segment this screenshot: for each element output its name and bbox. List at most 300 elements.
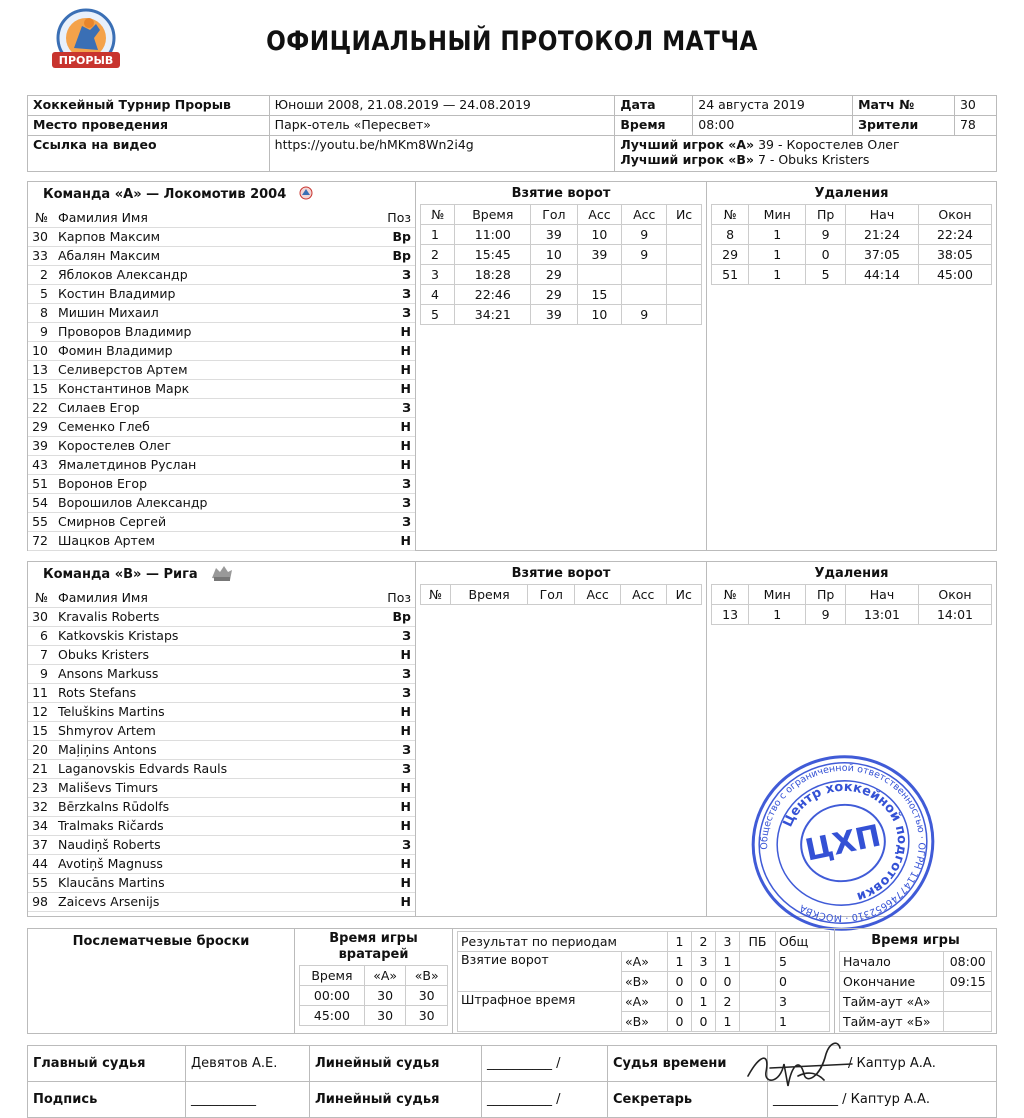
player-name: Rots Stefans [54, 683, 379, 702]
penalty-pr: 9 [806, 605, 846, 625]
player-number: 15 [28, 721, 54, 740]
goal-a1: 15 [577, 285, 622, 305]
player-number: 39 [28, 436, 54, 455]
player-position: З [379, 284, 415, 303]
player-number: 51 [28, 474, 54, 493]
team-a-title [28, 182, 415, 208]
table-row [28, 664, 415, 683]
periods-htot: Общ [776, 932, 830, 952]
best-b-value: 7 - Obuks Kristers [757, 152, 870, 167]
penalty-min: 1 [749, 265, 806, 285]
goalie-r2-b: 30 [406, 1006, 448, 1026]
p-col-num: № [712, 205, 749, 225]
periods-goals-a-total: 5 [776, 952, 830, 972]
periods-pen-a-2: 1 [692, 992, 716, 1012]
player-position: З [379, 512, 415, 531]
bottom-summary-panel [27, 928, 997, 1034]
gb-col-num: № [421, 585, 451, 605]
penalty-end: 14:01 [918, 605, 991, 625]
player-position: Н [379, 797, 415, 816]
stamp-center-text: ЦХП [802, 818, 884, 869]
periods-title: Результат по периодам [458, 932, 668, 952]
spectators-label: Зрители [853, 116, 955, 136]
player-position: Н [379, 455, 415, 474]
goal-number: 1 [421, 225, 455, 245]
goal-is [667, 305, 702, 325]
table-row [28, 816, 415, 835]
player-number: 21 [28, 759, 54, 778]
player-number: 98 [28, 892, 54, 911]
penalty-pr: 5 [806, 265, 846, 285]
goalie-r1-b: 30 [406, 986, 448, 1006]
p-col-start: Нач [846, 205, 919, 225]
goal-a2: 9 [622, 225, 667, 245]
periods-pen-a-pb [740, 992, 776, 1012]
goal-is [667, 245, 702, 265]
linesman2-value: __________ / [482, 1082, 608, 1118]
tournament-logo [44, 8, 128, 76]
periods-goals-b-pb [740, 972, 776, 992]
game-start-label: Начало [840, 952, 944, 972]
player-name: Шацков Артем [54, 531, 379, 550]
tournament-label: Хоккейный Турнир Прорыв [28, 96, 270, 116]
goal-goal: 29 [531, 265, 577, 285]
player-name: Mališevs Timurs [54, 778, 379, 797]
goal-a2: 9 [622, 305, 667, 325]
table-row [28, 835, 415, 854]
goalie-h-a: «А» [364, 966, 406, 986]
table-row [28, 265, 415, 284]
match-info-table [27, 95, 997, 172]
player-number: 29 [28, 417, 54, 436]
timeout-a-value [944, 992, 992, 1012]
player-number: 55 [28, 873, 54, 892]
organization-stamp [748, 753, 938, 933]
goal-a1: 10 [577, 225, 622, 245]
player-name: Obuks Kristers [54, 645, 379, 664]
gb-col-is: Ис [666, 585, 702, 605]
player-number: 43 [28, 455, 54, 474]
team-a-roster-table [28, 208, 415, 551]
player-position: Вр [379, 246, 415, 265]
player-number: 9 [28, 322, 54, 341]
player-name: Семенко Глеб [54, 417, 379, 436]
table-row [421, 285, 702, 305]
table-row [712, 265, 992, 285]
periods-pen-a-total: 3 [776, 992, 830, 1012]
player-name: Проворов Владимир [54, 322, 379, 341]
table-row [28, 493, 415, 512]
table-row [28, 455, 415, 474]
best-players [615, 136, 997, 172]
linesman1-value: __________ / [482, 1046, 608, 1082]
table-row [28, 740, 415, 759]
team-a-penalties-section [707, 182, 996, 550]
goal-is [667, 225, 702, 245]
penalty-start: 21:24 [846, 225, 919, 245]
goalie-r1-time: 00:00 [300, 986, 365, 1006]
periods-pen-b-label: «В» [622, 1012, 668, 1032]
game-start-value: 08:00 [944, 952, 992, 972]
player-position: Н [379, 645, 415, 664]
table-row [28, 797, 415, 816]
periods-goals-a-1: 1 [668, 952, 692, 972]
timekeeper-label: Судья времени [608, 1046, 768, 1082]
table-row [712, 605, 992, 625]
goal-a1: 39 [577, 245, 622, 265]
penalty-start: 37:05 [846, 245, 919, 265]
table-row [28, 341, 415, 360]
player-number: 20 [28, 740, 54, 759]
table-row [421, 225, 702, 245]
player-number: 32 [28, 797, 54, 816]
player-position: Н [379, 379, 415, 398]
table-row [28, 474, 415, 493]
player-number: 37 [28, 835, 54, 854]
player-name: Абалян Максим [54, 246, 379, 265]
periods-h1: 1 [668, 932, 692, 952]
player-number: 34 [28, 816, 54, 835]
col-name: Фамилия Имя [54, 208, 379, 227]
goals-title-a: Взятие ворот [511, 186, 611, 201]
player-position: Н [379, 531, 415, 550]
player-position: З [379, 835, 415, 854]
goal-goal: 39 [531, 225, 577, 245]
player-number: 11 [28, 683, 54, 702]
team-b-penalties-table [711, 584, 992, 625]
goalie-r2-time: 45:00 [300, 1006, 365, 1026]
col-num: № [28, 208, 54, 227]
chief-referee-value: Девятов А.Е. [186, 1046, 310, 1082]
team-a-panel [27, 181, 997, 551]
player-name: Tralmaks Ričards [54, 816, 379, 835]
penalty-start: 13:01 [846, 605, 919, 625]
penalty-pr: 0 [806, 245, 846, 265]
player-name: Селиверстов Артем [54, 360, 379, 379]
player-name: Katkovskis Kristaps [54, 626, 379, 645]
game-time-table [839, 951, 992, 1032]
player-position: Н [379, 702, 415, 721]
chief-referee-label: Главный судья [28, 1046, 186, 1082]
penalty-end: 22:24 [918, 225, 991, 245]
best-a-value: 39 - Коростелев Олег [758, 137, 900, 152]
gb-col-ast1: Асс [575, 585, 621, 605]
player-name: Ansons Markuss [54, 664, 379, 683]
stamp-inner-text: Центр хоккейной подготовки [780, 779, 910, 904]
player-position: Вр [379, 227, 415, 246]
goals-title-b: Взятие ворот [511, 566, 611, 581]
linesman1-label: Линейный судья [310, 1046, 482, 1082]
goalie-time-title: Время игры вратарей [329, 931, 418, 962]
goalie-time-section [295, 929, 453, 1033]
game-time-section [835, 929, 996, 1033]
gb-col-time: Время [451, 585, 528, 605]
goal-time: 11:00 [455, 225, 531, 245]
col-num-b: № [28, 588, 54, 607]
g-col-time: Время [455, 205, 531, 225]
pb-col-start: Нач [846, 585, 919, 605]
p-col-min: Мин [749, 205, 806, 225]
best-a-label: Лучший игрок «А» [620, 137, 755, 152]
periods-pen-b-pb [740, 1012, 776, 1032]
periods-goals-label: Взятие ворот [458, 952, 622, 992]
game-end-value: 09:15 [944, 972, 992, 992]
player-name: Фомин Владимир [54, 341, 379, 360]
penalty-min: 1 [749, 225, 806, 245]
player-name: Bērzkalns Rūdolfs [54, 797, 379, 816]
team-b-title [28, 562, 415, 588]
goal-a1: 10 [577, 305, 622, 325]
table-row [712, 245, 992, 265]
penalty-min: 1 [749, 605, 806, 625]
col-name-b: Фамилия Имя [54, 588, 379, 607]
table-row [28, 854, 415, 873]
goalie-r2-a: 30 [364, 1006, 406, 1026]
periods-goals-b-total: 0 [776, 972, 830, 992]
periods-pen-a-3: 2 [716, 992, 740, 1012]
table-row [421, 245, 702, 265]
time-label: Время [615, 116, 693, 136]
p-col-end: Окон [918, 205, 991, 225]
periods-pen-b-2: 0 [692, 1012, 716, 1032]
penalty-n: 51 [712, 265, 749, 285]
date-value: 24 августа 2019 [693, 96, 853, 116]
goal-goal: 10 [531, 245, 577, 265]
penalty-pr: 9 [806, 225, 846, 245]
periods-goals-b-1: 0 [668, 972, 692, 992]
goal-is [667, 265, 702, 285]
g-col-is: Ис [667, 205, 702, 225]
table-row [28, 379, 415, 398]
best-b-label: Лучший игрок «В» [620, 152, 754, 167]
table-row [28, 398, 415, 417]
table-row [28, 512, 415, 531]
periods-h2: 2 [692, 932, 716, 952]
player-name: Laganovskis Edvards Rauls [54, 759, 379, 778]
signature-value: __________ [186, 1082, 310, 1118]
player-name: Ворошилов Александр [54, 493, 379, 512]
table-row [28, 436, 415, 455]
goal-a1 [577, 265, 622, 285]
player-position: Н [379, 341, 415, 360]
periods-goals-b-2: 0 [692, 972, 716, 992]
periods-pen-b-total: 1 [776, 1012, 830, 1032]
table-row [28, 759, 415, 778]
goal-a2 [622, 265, 667, 285]
player-number: 30 [28, 227, 54, 246]
player-name: Avotiņš Magnuss [54, 854, 379, 873]
team-a-penalties-table [711, 204, 992, 285]
periods-hpb: ПБ [740, 932, 776, 952]
pb-col-end: Окон [918, 585, 991, 605]
g-col-goal: Гол [531, 205, 577, 225]
player-position: З [379, 493, 415, 512]
team-a-emblem-icon [299, 186, 313, 200]
player-position: Н [379, 873, 415, 892]
p-col-pr: Пр [806, 205, 846, 225]
table-row [28, 531, 415, 550]
player-number: 12 [28, 702, 54, 721]
team-b-goals-table [420, 584, 702, 605]
player-name: Zaicevs Arsenijs [54, 892, 379, 911]
periods-h3: 3 [716, 932, 740, 952]
table-row [421, 305, 702, 325]
penalty-min: 1 [749, 245, 806, 265]
player-position: Н [379, 436, 415, 455]
penalty-end: 38:05 [918, 245, 991, 265]
time-value: 08:00 [693, 116, 853, 136]
player-number: 2 [28, 265, 54, 284]
player-position: Н [379, 360, 415, 379]
timeout-a-label: Тайм-аут «А» [840, 992, 944, 1012]
goalie-r1-a: 30 [364, 986, 406, 1006]
video-link[interactable]: https://youtu.be/hMKm8Wn2i4g [269, 136, 615, 172]
goalie-h-time: Время [300, 966, 365, 986]
player-number: 7 [28, 645, 54, 664]
table-row [712, 225, 992, 245]
player-name: Teluškins Martins [54, 702, 379, 721]
table-row [28, 246, 415, 265]
table-row [28, 626, 415, 645]
goalie-h-b: «В» [406, 966, 448, 986]
date-label: Дата [615, 96, 693, 116]
player-name: Воронов Егор [54, 474, 379, 493]
periods-pen-label: Штрафное время [458, 992, 622, 1032]
player-name: Коростелев Олег [54, 436, 379, 455]
video-label: Ссылка на видео [28, 136, 270, 172]
periods-pen-b-3: 1 [716, 1012, 740, 1032]
timeout-b-label: Тайм-аут «Б» [840, 1012, 944, 1032]
penalty-n: 13 [712, 605, 749, 625]
player-number: 15 [28, 379, 54, 398]
player-position: З [379, 664, 415, 683]
pb-col-num: № [712, 585, 749, 605]
player-number: 6 [28, 626, 54, 645]
player-position: Н [379, 854, 415, 873]
goal-time: 34:21 [455, 305, 531, 325]
match-number-label: Матч № [853, 96, 955, 116]
penalties-title-a: Удаления [814, 186, 889, 201]
penalty-n: 29 [712, 245, 749, 265]
player-position: З [379, 626, 415, 645]
team-b-roster-table [28, 588, 415, 912]
player-position: Н [379, 892, 415, 911]
table-row [28, 892, 415, 911]
table-row [28, 778, 415, 797]
player-name: Мишин Михаил [54, 303, 379, 322]
goal-time: 15:45 [455, 245, 531, 265]
timekeeper-value: / Каптур А.А. [768, 1046, 997, 1082]
player-position: З [379, 683, 415, 702]
table-row [28, 721, 415, 740]
periods-goals-a-label: «А» [622, 952, 668, 972]
linesman2-label: Линейный судья [310, 1082, 482, 1118]
game-time-title: Время игры [871, 933, 960, 948]
player-number: 33 [28, 246, 54, 265]
table-row [28, 284, 415, 303]
gb-col-ast2: Асс [620, 585, 666, 605]
table-row [28, 227, 415, 246]
tournament-value: Юноши 2008, 21.08.2019 — 24.08.2019 [269, 96, 615, 116]
periods-pen-b-1: 0 [668, 1012, 692, 1032]
logo-banner: ПРОРЫВ [58, 54, 114, 67]
team-a-roster-section [28, 182, 416, 550]
g-col-ast1: Асс [577, 205, 622, 225]
match-number-value: 30 [954, 96, 996, 116]
pb-col-pr: Пр [806, 585, 846, 605]
goal-number: 5 [421, 305, 455, 325]
venue-label: Место проведения [28, 116, 270, 136]
player-name: Ямалетдинов Руслан [54, 455, 379, 474]
player-position: З [379, 474, 415, 493]
table-row [28, 645, 415, 664]
player-number: 8 [28, 303, 54, 322]
player-number: 5 [28, 284, 54, 303]
timeout-b-value [944, 1012, 992, 1032]
team-b-title-text: Команда «В» — Рига [43, 567, 198, 582]
table-row [28, 303, 415, 322]
player-position: З [379, 303, 415, 322]
team-a-goals-section [416, 182, 707, 550]
player-name: Naudiņš Roberts [54, 835, 379, 854]
page-title: ОФИЦИАЛЬНЫЙ ПРОТОКОЛ МАТЧА [266, 26, 758, 57]
goalie-time-table [299, 965, 448, 1026]
col-pos-b: Поз [379, 588, 415, 607]
player-position: Н [379, 322, 415, 341]
goal-goal: 29 [531, 285, 577, 305]
table-row [28, 360, 415, 379]
goal-a2 [622, 285, 667, 305]
goal-time: 18:28 [455, 265, 531, 285]
player-name: Shmyrov Artem [54, 721, 379, 740]
player-name: Яблоков Александр [54, 265, 379, 284]
player-position: Н [379, 417, 415, 436]
player-position: Н [379, 816, 415, 835]
player-number: 22 [28, 398, 54, 417]
g-col-ast2: Асс [622, 205, 667, 225]
player-position: Н [379, 778, 415, 797]
player-position: З [379, 740, 415, 759]
player-number: 72 [28, 531, 54, 550]
player-number: 23 [28, 778, 54, 797]
pb-col-min: Мин [749, 585, 806, 605]
team-a-title-text: Команда «А» — Локомотив 2004 [43, 187, 287, 202]
team-a-goals-table [420, 204, 702, 325]
player-number: 55 [28, 512, 54, 531]
table-row [28, 702, 415, 721]
periods-goals-b-label: «В» [622, 972, 668, 992]
player-number: 9 [28, 664, 54, 683]
shootout-title: Послематчевые броски [72, 934, 250, 949]
player-number: 10 [28, 341, 54, 360]
goal-is [667, 285, 702, 305]
player-position: З [379, 265, 415, 284]
game-end-label: Окончание [840, 972, 944, 992]
player-number: 30 [28, 607, 54, 626]
g-col-num: № [421, 205, 455, 225]
player-position: З [379, 398, 415, 417]
player-position: З [379, 759, 415, 778]
player-position: Н [379, 721, 415, 740]
periods-goals-b-3: 0 [716, 972, 740, 992]
player-name: Kravalis Roberts [54, 607, 379, 626]
player-name: Константинов Марк [54, 379, 379, 398]
goal-goal: 39 [531, 305, 577, 325]
spectators-value: 78 [954, 116, 996, 136]
goal-a2: 9 [622, 245, 667, 265]
secretary-label: Секретарь [608, 1082, 768, 1118]
shootout-section [28, 929, 295, 1033]
